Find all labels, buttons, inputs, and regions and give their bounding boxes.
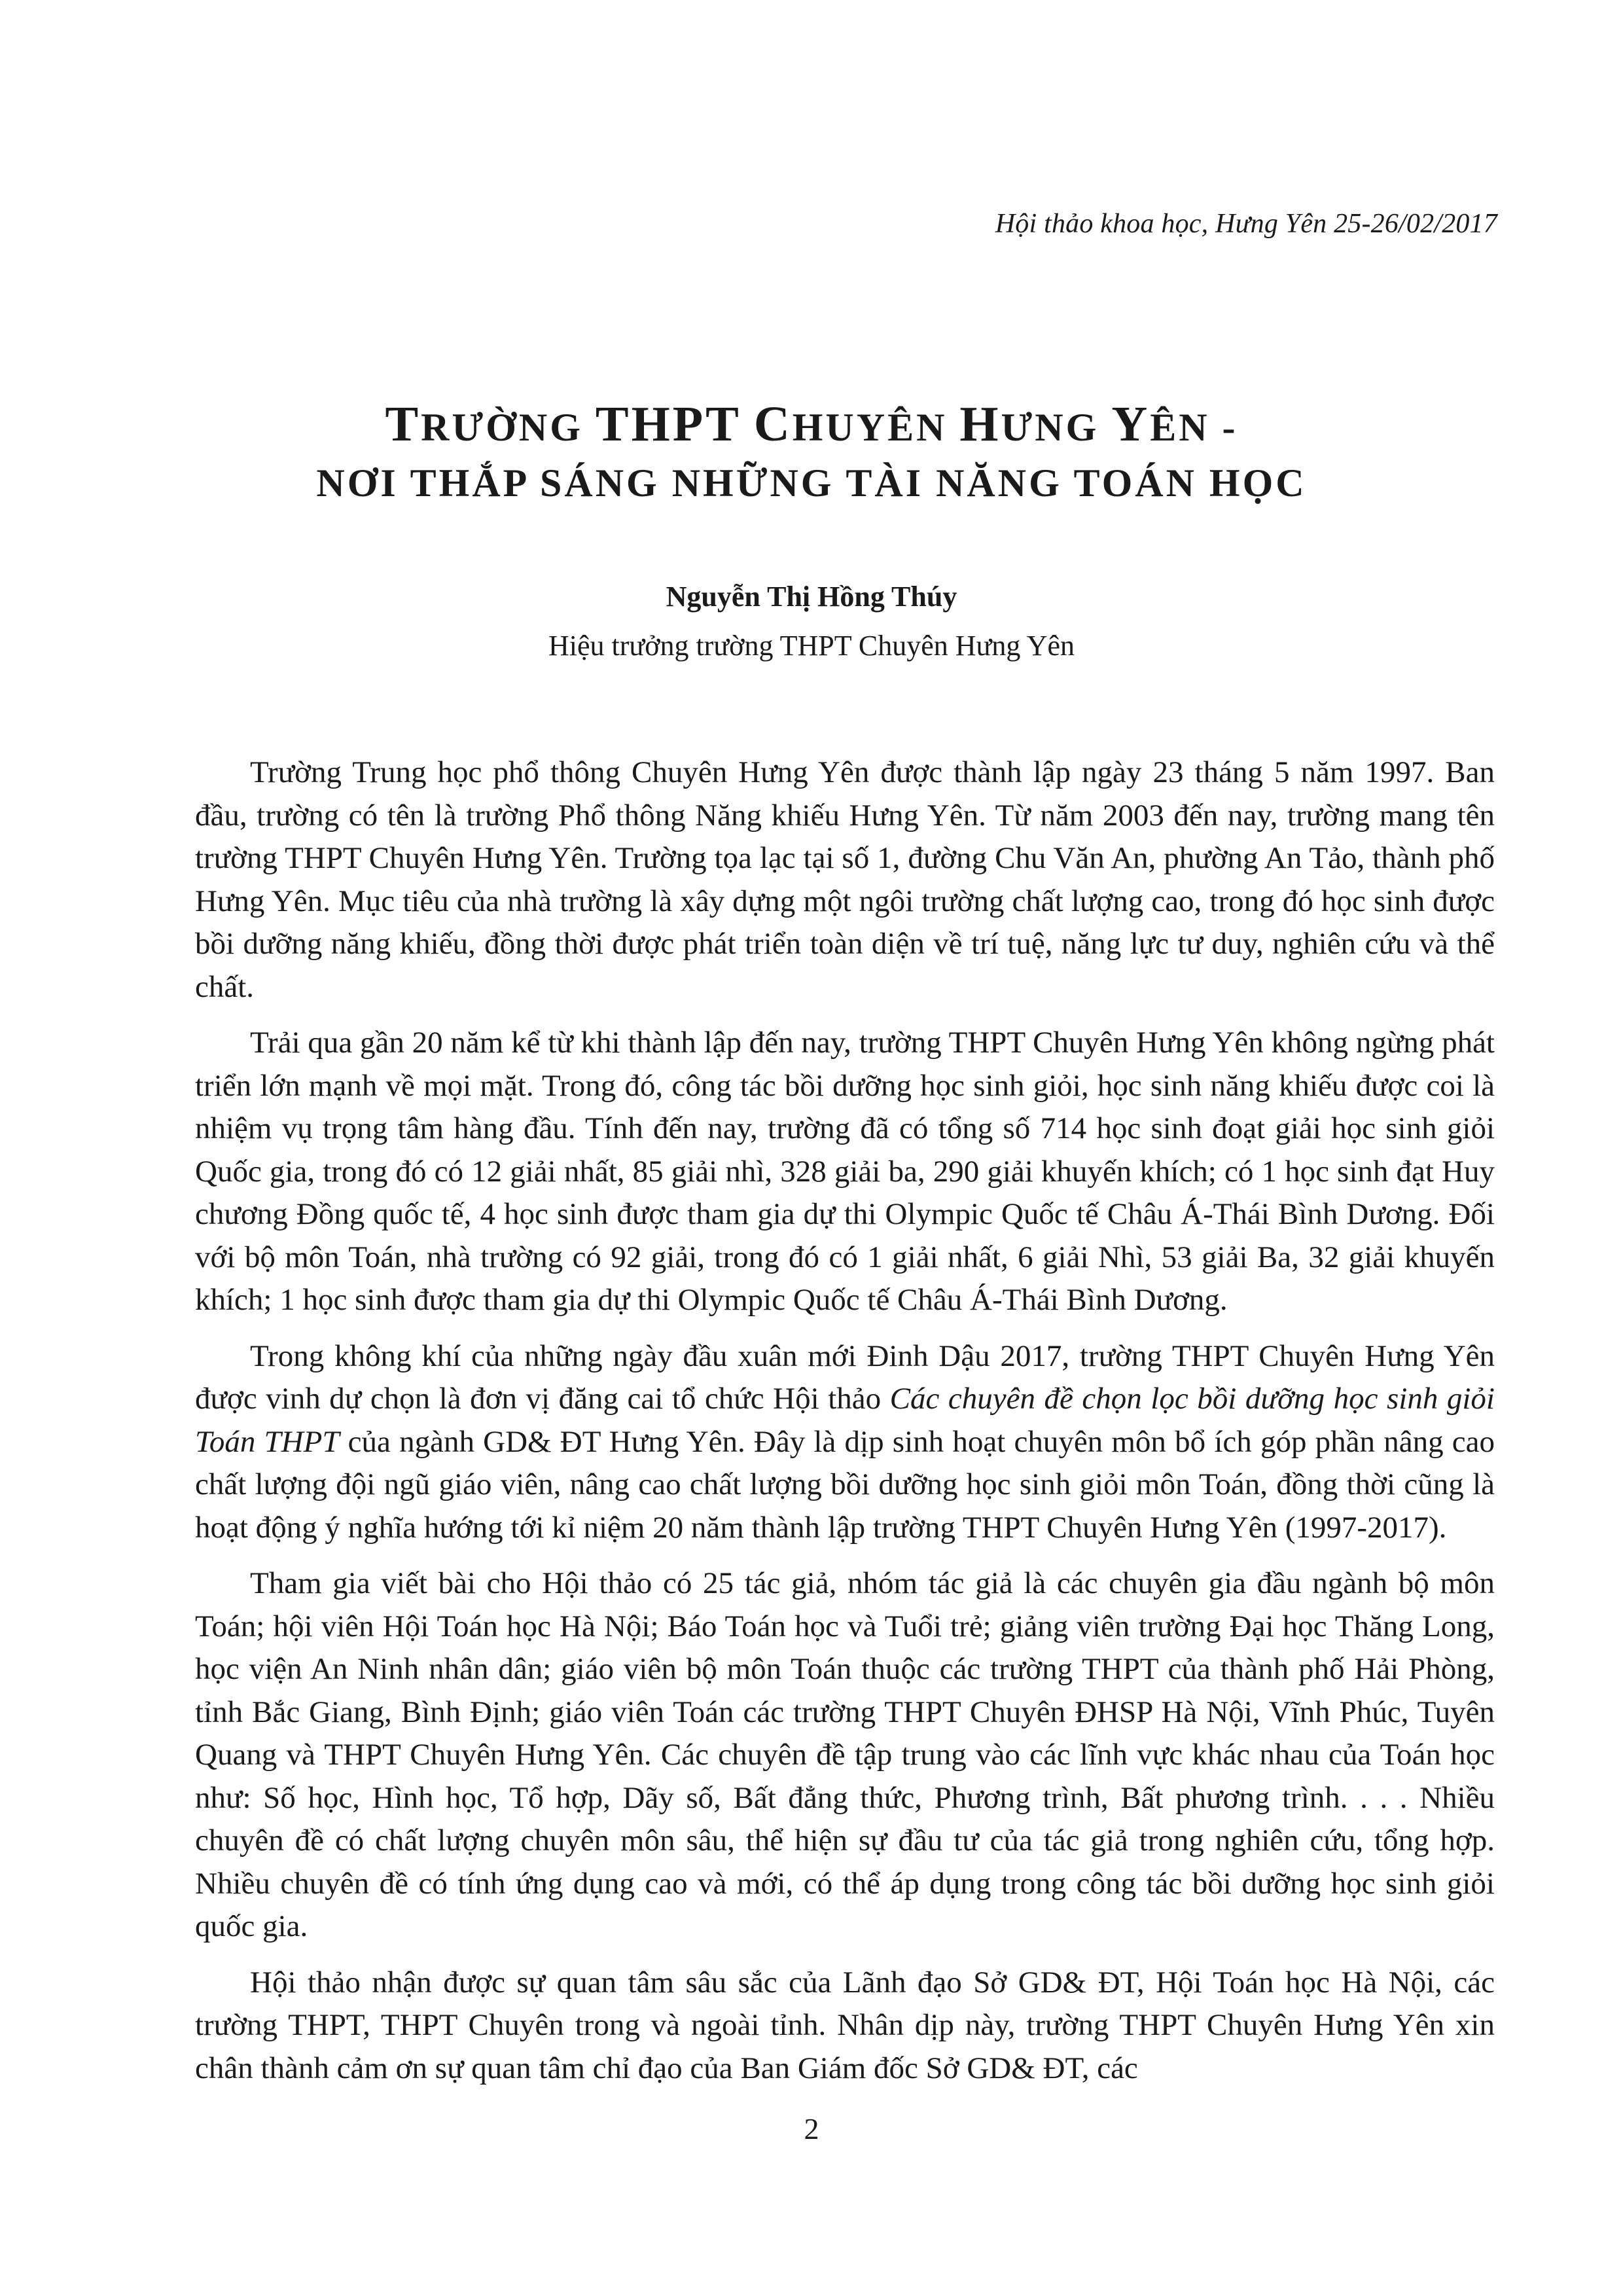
- paragraph-5: Hội thảo nhận được sự quan tâm sâu sắc của Lãnh đạo Sở GD& ĐT, Hội Toán học Hà Nội, các trường THPT, THPT Chuyên trong và ngoài tỉnh. Nhân dịp này, trường THPT Chuyên Hưng Yên xin chân thành cảm ơn sự quan tâm chỉ đạo của Ban Giám đốc Sở GD& ĐT, các: [195, 1965, 1495, 2085]
- title-word: THPT: [595, 397, 741, 452]
- title-word: CHUYÊN: [753, 397, 960, 452]
- paragraph-4: Tham gia viết bài cho Hội thảo có 25 tác giả, nhóm tác giả là các chuyên gia đầu ngành bộ môn Toán; hội viên Hội Toán học Hà Nội; Báo Toán học và Tuổi trẻ; giảng viên trường Đại học Thăng Long, học viện An Ninh nhân dân; giáo viên bộ môn Toán thuộc các trường THPT của thành phố Hải Phòng, tỉnh Bắc Giang, Bình Định; giáo viên Toán các trường THPT Chuyên ĐHSP Hà Nội, Vĩnh Phúc, Tuyên Quang và THPT Chuyên Hưng Yên. Các chuyên đề tập trung vào các lĩnh vực khác nhau của Toán học như: Số học, Hình học, Tổ hợp, Dãy số, Bất đẳng thức, Phương trình, Bất phương trình. . . . Nhiều chuyên đề có chất lượng chuyên môn sâu, thể hiện sự đầu tư của tác giả trong nghiên cứu, tổng hợp. Nhiều chuyên đề có tính ứng dụng cao và mới, có thể áp dụng trong công tác bồi dưỡng học sinh giỏi quốc gia.: [195, 1566, 1495, 1943]
- paragraph-2: Trải qua gần 20 năm kể từ khi thành lập đến nay, trường THPT Chuyên Hưng Yên không ngừng phát triển lớn mạnh về mọi mặt. Trong đó, công tác bồi dưỡng học sinh giỏi, học sinh năng khiếu được coi là nhiệm vụ trọng tâm hàng đầu. Tính đến nay, trường đã có tổng số 714 học sinh đoạt giải học sinh giỏi Quốc gia, trong đó có 12 giải nhất, 85 giải nhì, 328 giải ba, 290 giải khuyến khích; có 1 học sinh đạt Huy chương Đồng quốc tế, 4 học sinh được tham gia dự thi Olympic Quốc tế Châu Á-Thái Bình Dương. Đối với bộ môn Toán, nhà trường có 92 giải, trong đó có 1 giải nhất, 6 giải Nhì, 53 giải Ba, 32 giải khuyến khích; 1 học sinh được tham gia dự thi Olympic Quốc tế Châu Á-Thái Bình Dương.: [195, 1026, 1495, 1317]
- title-word: YÊN -: [1111, 397, 1238, 452]
- paragraph-3: Trong không khí của những ngày đầu xuân mới Đinh Dậu 2017, trường THPT Chuyên Hưng Yên được vinh dự chọn là đơn vị đăng cai tổ chức Hội thảo Các chuyên đề chọn lọc bồi dưỡng học sinh giỏi Toán THPT của ngành GD& ĐT Hưng Yên. Đây là dịp sinh hoạt chuyên môn bổ ích góp phần nâng cao chất lượng đội ngũ giáo viên, nâng cao chất lượng bồi dưỡng học sinh giỏi môn Toán, đồng thời cũng là hoạt động ý nghĩa hướng tới kỉ niệm 20 năm thành lập trường THPT Chuyên Hưng Yên (1997-2017).: [195, 1338, 1495, 1545]
- title-line-2-text: NƠI THẮP SÁNG NHỮNG TÀI NĂNG TOÁN HỌC: [316, 461, 1307, 505]
- title-word: HƯNG: [959, 397, 1112, 452]
- author-name: Nguyễn Thị Hồng Thúy: [666, 581, 957, 613]
- body-text: [195, 751, 1495, 2103]
- running-header: Hội thảo khoa học, Hưng Yên 25-26/02/2017: [995, 209, 1497, 239]
- author-affiliation: Hiệu trưởng trường THPT Chuyên Hưng Yên: [548, 630, 1075, 662]
- page-number: 2: [804, 2112, 819, 2145]
- title-line-1: [0, 397, 1623, 452]
- title-line-2: [0, 463, 1623, 503]
- title-word: TRƯỜNG: [385, 397, 596, 452]
- paragraph-1: Trường Trung học phổ thông Chuyên Hưng Yên được thành lập ngày 23 tháng 5 năm 1997. Ban đầu, trường có tên là trường Phổ thông Năng khiếu Hưng Yên. Từ năm 2003 đến nay, trường mang tên trường THPT Chuyên Hưng Yên. Trường tọa lạc tại số 1, đường Chu Văn An, phường An Tảo, thành phố Hưng Yên. Mục tiêu của nhà trường là xây dựng một ngôi trường chất lượng cao, trong đó học sinh được bồi dưỡng năng khiếu, đồng thời được phát triển toàn diện về trí tuệ, năng lực tư duy, nghiên cứu và thể chất.: [195, 755, 1495, 1004]
- workshop-title: Các chuyên đề chọn lọc bồi dưỡng học sinh giỏi Toán THPT: [195, 1382, 1495, 1459]
